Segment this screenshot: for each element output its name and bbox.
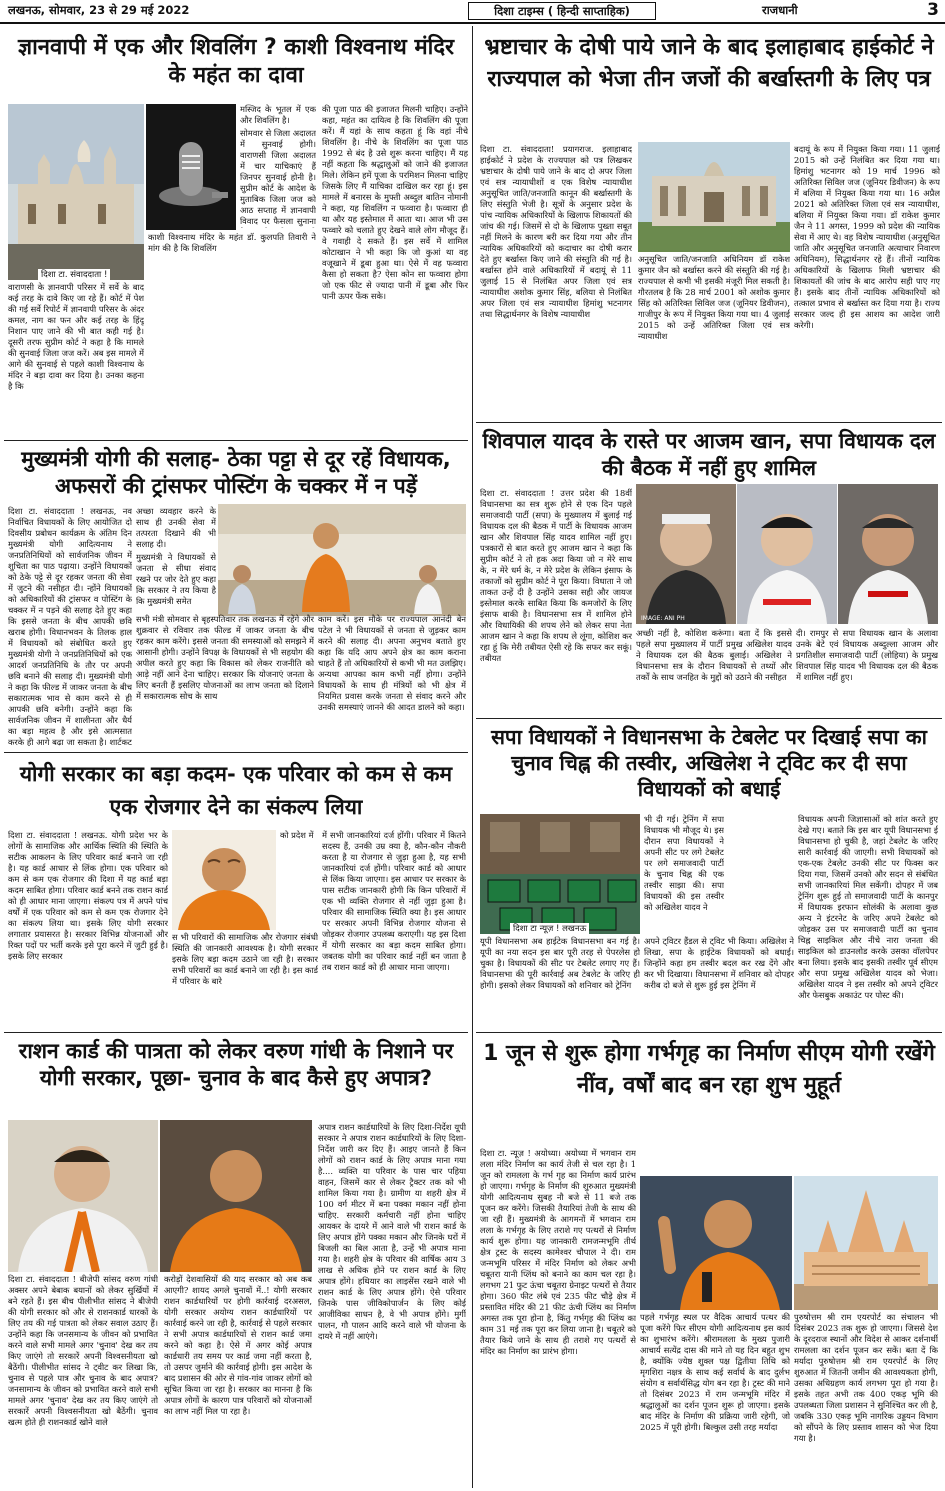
paragraph: मुख्यमंत्री ने विधायकों से जनता से सीधा संवाद रखने पर जोर देते हुए कहा कि सरकार ने तय किया है कि मुख्यमंत्री समेत <box>136 552 216 606</box>
column-text: में सभी जानकारियां दर्ज होंगी। परिवार में कितने सदस्य हैं, उनकी उम्र क्या है, कौन-कौन नौकरी करता है या रोजगार से जुड़ा हुआ है, यह सभी जानकारियां दर्ज होंगी। परिवार कार्ड को आधार से लिंक किया जाएगा। इस आधार पर सरकार के पास सटीक जानकारी होगी कि किन परिवारों में एक भी व्यक्ति रोजगार से नहीं जुड़ा हुआ है। परिवार की सामाजिक स्थिति क्या है। इस आधार पर सरकार अपनी विभिन्न रोजगार योजना से जोड़कर रोजगार उपलब्ध कराएगी। यह इस दिशा में योगी सरकार का बड़ा कदम साबित होगा। जबतक योगी का परिवार कार्ड नहीं बन जाता है तब राशन कार्ड को ही आधार माना जाएगा। <box>322 830 466 972</box>
article-body <box>322 830 466 1028</box>
column-text: पुरुषोत्तम श्री राम एयरपोर्ट का संचालन भी दिसंबर 2023 तक शुरू हो जाएगा। जिससे देश के दूरदराज स्थानों और विदेश से आकर दर्शनार्थी रामलला का दर्शन पूजन कर सकें। बता दें कि मर्यादा पुरुषोत्तम श्री राम एयरपोर्ट के लिए शुरुआत में जितनी जमीन की आवश्यकता होगी, उसका अधिग्रहण कार्य लगभग पूरा हो गया है। इसके तहत अभी तक 400 एकड़ भूमि की उपलब्धता जिला प्रशासन ने सुनिश्चित कर ली है, जबकि 330 एकड़ भूमि नागरिक उड्डयन विभाग को सौंपने के लिए प्रस्ताव शासन को भेज दिया गया है। <box>794 1312 938 1443</box>
column-text: अनुसूचित जाति/जनजाति अधिनियम डॉ राकेश कुमार जैन को बर्खास्त करने की संस्तुति की गई है। राज्यपाल से कभी भी इसकी मंजूरी मिल सकती है। गौरतलब है कि 28 मार्च 2001 को अशोक कुमार सिंह को अतिरिक्त सिविल जज (जूनियर डिवीजन), गाजीपुर के रूप में नियुक्त किया गया था। 4 जुलाई 2015 को उन्हें अतिरिक्त जिला एवं सत्र न्यायाधीश <box>638 254 790 341</box>
photo-caption: दिशा टा न्यूज़ ! लखनऊ <box>510 923 589 934</box>
paragraph: सोमवार से जिला अदालत में सुनवाई होगी। वाराणसी जिला अदालत में चार याचिकाएं हैं जिनपर सुनवाई होनी है। सुप्रीम कोर्ट के आदेश के मुताबिक जिला जज को आठ सप्ताह में ज्ञानवापी विवाद पर फैसला सुनाना <box>240 128 316 226</box>
article-body <box>164 1274 312 1486</box>
column-text: विधायक अपनी जिज्ञासाओं को शांत करते हुए देखे गए। बताते कि इस बार यूपी विधानसभा ई विधानसभा हो चुकी है, जहां टेबलेट के जरिए सारी कार्रवाई की जाएगी। सभी विधायकों को एक-एक टेबलेट उनकी सीट पर फिक्स कर दिया गया, जिसमें उनको और सदन से संबंधित सभी जानकारियां मिल सकेंगी। दोपहर में जब ट्रेनिंग शुरू हुई तो समाजवादी पार्टी के कानपुर में विधायक इरफान सोलंकी के अलावा कुछ अन्य ने इंटरनेट के जरिए अपने टेबलेट को जोड़कर उस पर समाजवादी पार्टी का चुनाव चिह्न साइकिल और नीचे नारा जनता की साइकिल को डाउनलोड करके उसका वॉलपेपर बना लिया। इसके बाद इसकी तस्वीर पूर्व सीएम और सपा प्रमुख अखिलेश यादव को भेजा। अखिलेश यादव ने इस तस्वीर को अपने ट्विटर और फेसबुक अकाउंट पर पोस्ट की। <box>798 814 938 1000</box>
paragraph: अच्छा व्यवहार करने के साथ ही उनकी सेवा में तत्परता दिखाने की भी सलाह दी। <box>136 506 216 549</box>
article-azam-khan <box>476 426 942 716</box>
headline: राशन कार्ड की पात्रता को लेकर वरुण गांधी के निशाने पर योगी सरकार, पूछा- चुनाव के बाद कैसे हुए अपात्र? <box>18 1039 454 1090</box>
article-family-card <box>4 756 468 1030</box>
headline: ज्ञानवापी में एक और शिवलिंग ? काशी विश्वनाथ मंदिर के महंत का दावा <box>17 35 455 89</box>
paragraph: मस्जिद के भूतल में एक और शिवलिंग है। <box>240 104 316 125</box>
column-text: अच्छी नहीं है, कोशिश करूंगा। बता दें कि इससे पहले सपा मुख्यालय में पार्टी प्रमुख अखिलेश यादव ने विधायक दल की बैठक बुलाई। अखिलेश ने विधानसभा सत्र के दौरान विधायकों से तथ्यों और तर्कों के साथ जनहित के मुद्दों को उठाने की नसीहत <box>636 628 792 682</box>
headline: शिवपाल यादव के रास्ते पर आजम खान, सपा विधायक दल की बैठक में नहीं हुए शामिल <box>482 429 936 480</box>
photo-yogi-adityanath <box>160 1120 312 1272</box>
column-text: दी। रामपुर से सपा विधायक खान के अलावा उनके बेटे एवं विधायक अब्दुल्ला आजम और प्रगतिशील समाजवादी पार्टी (लोहिया) के प्रमुख शिवपाल सिंह यादव भी विधायक दल की बैठक में शामिल नहीं हुए। <box>796 628 938 682</box>
photo-sp-leaders <box>636 484 938 624</box>
photo-yogi-portrait <box>172 830 276 930</box>
article-body <box>172 932 318 1028</box>
masthead-section: राजधानी <box>762 3 798 17</box>
article-body <box>8 1274 158 1486</box>
article-body <box>148 232 316 432</box>
article-body <box>8 506 132 746</box>
article-body <box>480 144 632 416</box>
article-body <box>322 104 468 434</box>
column-text: भी दी गई। ट्रेनिंग में सपा विधायक भी मौजूद थे। इस दौरान सपा विधायकों ने अपनी सीट पर लगे टेबलेट पर लगे समाजवादी पार्टी के चुनाव चिह्न की एक तस्वीर साझा की। सपा विधायकों की इस तस्वीर को अखिलेश यादव ने <box>644 814 724 912</box>
article-body <box>794 1312 938 1486</box>
column-text: बदायूं के रूप में नियुक्त किया गया। 11 जुलाई 2015 को उन्हें निलंबित कर दिया गया था। हिमांशु भटनागर को 19 मार्च 1996 को अतिरिक्त सिविल जज (जूनियर डिवीजन) के रूप में बलिया में नियुक्त किया गया था। 16 अप्रैल 2021 को अतिरिक्त जिला एवं सत्र न्यायाधीश, बलिया में नियुक्त किया गया। डॉ राकेश कुमार जैन ने 11 अगस्त, 1999 को प्रदेश की न्यायिक सेवा में आए थे। वह विशेष न्यायाधीश (अनुसूचित जाति और अनुसूचित जनजाति अत्याचार निवारण अधिनियम), सिद्धार्थनगर रहे हैं। तीनों न्यायिक अधिकारियों के खिलाफ मिली भ्रष्टाचार की शिकायतों की जांच के बाद आरोप सही पाए गए हैं। इसके बाद तीनों न्यायिक अधिकारियों को तत्काल प्रभाव से बर्खास्त कर दिया गया है। राज्य सरकार जल्द ही इस आशय का आदेश जारी करेगी। <box>794 144 940 330</box>
column-text <box>240 104 316 228</box>
column-text: दिशा टा. संवाददाता! प्रयागराज. इलाहाबाद हाईकोर्ट ने प्रदेश के राज्यपाल को पत्र लिखकर भ्रष्टाचार के दोषी पाये जाने के बाद दो अपर जिला एवं सत्र न्यायाधीशों व एक विशेष न्यायाधीश अनुसूचित जाति/जनजाति कानून की बर्खास्तगी के लिए संस्तुति भेजी है। सूत्रों के अनुसार प्रदेश के पांच न्यायिक अधिकारियों के खिलाफ शिकायतों की जांच की गई। जिसमें से दो के खिलाफ पुख्ता सबूत नहीं मिलने के कारण बरी कर दिया गया और तीन न्यायिक अधिकारियों को कदाचार का दोषी करार देते हुए बर्खास्त किए जाने की संस्तुति की गई है। बर्खास्त होने वाले अधिकारियों में बदायूं से 11 जुलाई 15 से निलंबित अपर जिला एवं सत्र न्यायाधीश अशोक कुमार सिंह, बलिया से निलंबित अपर जिला एवं सत्र न्यायाधीश हिमांशु भटनागर तथा सिद्धार्थनगर के विशेष न्यायाधीश <box>480 144 632 319</box>
article-body <box>8 282 144 432</box>
photo-caption: दिशा टा. संवाददाता ! <box>38 269 110 280</box>
article-body <box>480 936 640 1026</box>
divider <box>476 1032 942 1033</box>
column-text <box>148 232 316 432</box>
divider <box>476 422 942 423</box>
headline: मुख्यमंत्री योगी की सलाह- ठेका पट्टा से दूर रहें विधायक, अफसरों की ट्रांसफर पोस्टिंग के चक्कर में न पड़ें <box>21 447 451 498</box>
masthead <box>0 0 945 24</box>
article-body <box>644 936 794 1026</box>
column-text: दिशा टा. संवाददाता ! उत्तर प्रदेश की 18वीं विधानसभा का सत्र शुरू होने से एक दिन पहले समाजवादी पार्टी (सपा) के मुख्यालय में बुलाई गई विधायक दल की बैठक में पार्टी के विधायक आजम खान और शिवपाल सिंह यादव शामिल नहीं हुए। पत्रकारों से बात करते हुए आजम खान ने कहा कि सुप्रीम कोर्ट ने तो हक अदा किया जो न मेरे साथ के, न मेरे धर्म के, न मेरे प्रदेश के लेकिन इंसाफ के तकाजों को सुप्रीम कोर्ट ने पूरा किया। विधाता ने जो ताकत उन्हें दी है उन्होंने उसका सही और जायज इस्तेमाल करके साबित किया कि कमजोरों के लिए इंसाफ बाकी है। विधानसभा सत्र में शामिल होने और विधायिकी की शपथ लेने को लेकर सपा नेता आजम खान ने कहा कि शपथ ले लूंगा, कोशिश कर रहा हूं कि मेरी तबीयत ऐसी रहे कि सफर कर सकूं। तबीयत <box>480 488 632 663</box>
divider <box>4 1032 468 1033</box>
column-text <box>136 506 216 606</box>
article-body <box>480 488 632 712</box>
column-text: अपात्र राशन कार्डधारियों के लिए दिशा-निर्देश यूपी सरकार ने अपात्र राशन कार्डधारियों के लिए दिशा-निर्देश जारी कर दिए हैं। आइए जानते हैं किन लोगों को राशन कार्ड के लिए अपात्र माना गया है.... व्यक्ति या परिवार के पास चार पहिया वाहन, जिसमें कार से लेकर ट्रैक्टर तक को भी शामिल किया गया है। ग्रामीण या शहरी क्षेत्र में 100 वर्ग मीटर में बना पक्का मकान नहीं होना चाहिए. सरकारी कर्मचारी नहीं होना चाहिए आयकर के दायरे में आने वाले भी राशन कार्ड के लिए अपात्र होंगे पक्का मकान और जिनके घरों में बिजली का बिल आता है, उन्हें भी अपात्र माना गया है। शहरी क्षेत्र के परिवार की वार्षिक आय 3 लाख से अधिक होने पर राशन कार्ड के लिए अपात्र होंगे। हथियार का लाइसेंस रखने वाले भी राशन कार्ड के लिए अपात्र होंगे। ऐसे परिवार जिनके पास जीविकोपार्जन के लिए कोई आजीविका साधन है, वे भी अपात्र होंगे। मुर्गी पालन, गौ पालन आदि करने वाले भी योजना के दायरे में नहीं आएंगे। <box>318 1122 466 1341</box>
column-text: को प्रदेश में <box>280 830 314 840</box>
article-body <box>644 814 724 934</box>
article-body <box>480 1148 636 1486</box>
photo-yogi-addressing <box>218 504 466 616</box>
article-yogi-advice <box>4 444 468 750</box>
divider <box>4 752 468 753</box>
column-text: दिशा टा. संवाददाता ! लखनऊ. योगी प्रदेश भर के लोगों के सामाजिक और आर्थिक स्थिति की स्थिति के सटीक आकलन के लिए परिवार कार्ड बनाने जा रही है। यह कार्ड आधार से लिंक होगा। एक परिवार को कम से कम एक रोजगार की दिशा में यह कार्ड बड़ा कदम साबित होगा। परिवार कार्ड बनने तक राशन कार्ड को ही आधार माना जाएगा। संकल्प पत्र में अपने पांच वर्षों में एक परिवार को कम से कम एक रोजगार देने का संकल्प लिया था। इसके लिए योगी सरकार लगातार प्रयासरत है। सरकार विभिन्न योजनाओं और रिक्त पदों पर भर्ती करके इसे पूरा करने में जुटी हुई है। इसके लिए सरकार <box>8 830 168 961</box>
column-text: यूपी विधानसभा अब हाईटेक विधानसभा बन गई है। यूपी का नया सदन इस बार पूरी तरह से पेपरलेस हो चुका है। विधायकों की सीट पर टेबलेट लगाए गए हैं। विधानसभा की पूरी कार्रवाई अब टेबलेट के जरिए ही होगी। इसको लेकर विधायकों को शनिवार को ट्रेनिंग <box>480 936 640 990</box>
paragraph: काशी विश्वनाथ मंदिर के महंत डॉ. कुलपति तिवारी ने मांग की है कि शिवलिंग <box>148 232 316 253</box>
photo-credit: IMAGE: ANI PH <box>641 615 685 622</box>
photo-ram-temple-model <box>794 1176 938 1310</box>
article-highcourt <box>476 28 942 420</box>
masthead-paper-name: दिशा टाइम्स ( हिन्दी साप्ताहिक) <box>468 2 656 20</box>
article-ram-temple <box>476 1036 942 1488</box>
article-body <box>318 614 466 746</box>
headline: 1 जून से शुरू होगा गर्भगृह का निर्माण सीएम योगी रखेंगे नींव, वर्षों बाद बन रहा शुभ मुहूर्त <box>483 1041 935 1098</box>
article-body <box>638 254 790 416</box>
column-text: दिशा टा. संवाददाता ! लखनऊ, नव निर्वाचित विधायकों के लिए आयोजित दो दिवसीय प्रबोधन कार्यक्रम के अंतिम दिन मुख्यमंत्री योगी आदित्यनाथ ने जनप्रतिनिधियों को सार्वजनिक जीवन में शुचिता का पाठ पढ़ाया। उन्होंने विधायकों को ठेके पट्टे से दूर रहकर जनता की सेवा में जुटने की नसीहत दी। न्होंने विधायकों को अधिकारियों की ट्रांसफर व पोस्टिंग के चक्कर में न पड़ने की सलाह देते हुए कहा कि इससे जनता के बीच आपकी छवि खराब होगी। विधानभवन के तिलक हाल में विधायकों को संबोधित करते हुए मुख्यमंत्री योगी ने जनप्रतिनिधियों को एक आदर्श जनप्रतिनिधि के तौर पर अपनी छवि बनाने की सलाह दी। मुख्यमंत्री योगी ने कहा कि फील्ड में जाकर जनता के बीच सकारात्मक भाव से काम करने से ही आपकी छवि बनेगी। उन्होंने कहा कि सार्वजनिक जीवन में शालीनता और धैर्य का बड़ा महत्व है और इसे आत्मसात करके ही आगे बढ़ा जा सकता है। शार्टकट <box>8 506 132 746</box>
column-text: स भी परिवारों की सामाजिक और रोजगार संबंधी स्थिति की जानकारी आवश्यक है। योगी सरकार इसके लिए बड़ा कदम उठाने जा रही है। सरकार सभी परिवारों का कार्ड बनाने जा रही है। इस कार्ड में परिवार के बारे <box>172 932 318 986</box>
article-body <box>8 830 168 1028</box>
divider <box>476 718 942 719</box>
headline: भ्रष्टाचार के दोषी पाये जाने के बाद इलाहाबाद हाईकोर्ट ने राज्यपाल को भेजा तीन जजों की बर्खास्तगी के लिए पत्र <box>484 35 934 92</box>
article-body <box>798 814 938 1026</box>
photo-shivling <box>146 104 236 230</box>
column-text: की पूजा पाठ की इजाजत मिलनी चाहिए। उन्होंने कहा, महंत का दायित्व है कि शिवलिंग की पूजा करें। मैं यहां के साथ कहता हूं कि वहां नीचे शिवलिंग है। नीचे के शिवलिंग का पूजा पाठ 1992 से बंद है उसे शुरू करना चाहिए। मैं यह नहीं कहता कि श्रद्धालुओं को जाने की इजाजत मिले। लेकिन हमें पूजा के परमिशन मिलना चाहिए जिसके लिए मैं याचिका दाखिल कर रहा हूं। इस मामले में बनारस के मुफ्ती अब्दुल बातिन नोमानी ने कहा, यह शिवलिंग न फव्वारा है। फव्वारा ही था और यह इस्तेमाल में आता था। आज भी उस फव्वारे को चलाते हुए देखने वाले लोग मौजूद हैं। वे गवाही दे सकते हैं। इस सर्वे में शामिल कोटाखान ने भी कहा कि जो कुआं था वह वजूखाने में डूबा हुआ था। ऐसे में वह फव्वारा कैसा हो सकता है? ऐसा कोन सा फव्वारा होगा जो एक फीट से ज्यादा पानी में डूबा और फिर पानी ऊपर फेंक सके। <box>322 104 468 301</box>
article-body <box>318 1122 466 1486</box>
article-body <box>280 830 316 860</box>
masthead-dateline: लखनऊ, सोमवार, 23 से 29 मई 2022 <box>8 3 190 17</box>
headline: सपा विधायकों ने विधानसभा के टेबलेट पर दिखाई सपा का चुनाव चिह्न की तस्वीर, अखिलेश ने ट्विट कर दी सपा विधायकों को बधाई <box>491 725 927 802</box>
headline: योगी सरकार का बड़ा कदम- एक परिवार को कम से कम एक रोजगार देने का संकल्प लिया <box>19 762 453 819</box>
article-body <box>794 144 940 416</box>
article-sp-tablets <box>476 722 942 1030</box>
article-gyanvapi <box>4 28 468 438</box>
article-ration-card <box>4 1036 468 1488</box>
article-body <box>240 104 316 228</box>
column-text: दिशा टा. न्यूज़ ! अयोध्या। अयोध्या में भगवान राम लला मंदिर निर्माण का कार्य तेजी से चल रहा है। 1 जून को रामलला के गर्भ गृह का निर्माण कार्य प्रारंभ हो जाएगा। गर्भगृह के निर्माण की शुरुआत मुख्यमंत्री योगी आदित्यनाथ सुबह नौ बजे से 11 बजे तक पूजन कर करेंगे। जिसकी तैयारियां तेजी के साथ की जा रही हैं। मुख्यमंत्री के आगमनों में भगवान राम लला के गर्भगृह के लिए तराशे गए पत्थरों से निर्माण कार्य शुरू होगा। यह जानकारी रामजन्मभूमि तीर्थ क्षेत्र ट्रस्ट के सदस्य कामेश्वर चौपाल ने दी। राम जन्मभूमि परिसर में मंदिर निर्माण को लेकर अभी चबूतरा यानी प्लिंथ को बनाने का काम चल रहा है। लगभग 21 फुट ऊंचा चबूतरा ग्रेनाइट पत्थरों से तैयार होगा। 360 फीट लंबे एवं 235 फीट चौड़े क्षेत्र में प्रस्तावित मंदिर की 21 फीट ऊंची प्लिंथ का निर्माण अगस्त तक पूरा होना है, किंतु गर्भगृह की प्लिंथ का काम 31 मई तक पूरा कर लिया जाना है। चबूतरे को तैयार किये जाने के साथ ही तराशे गए पत्थरों से मंदिर का निर्माण का प्रारंभ होगा। <box>480 1148 636 1356</box>
article-body <box>136 506 216 606</box>
masthead-page-number: 3 <box>927 0 939 20</box>
column-text: सभी मंत्री सोमवार से बृहस्पतिवार तक लखनऊ में रहेंगे और शुक्रवार से रविवार तक फील्ड में जाकर जनता के बीच रहकर काम करेंगे। इससे जनता की समस्याओं को समझने में आसानी होगी। उन्होंने विपक्ष के विधायकों से भी सहयोग की अपील करते हुए कहा कि विकास को लेकर राजनीति को आड़े नहीं आने देना चाहिए। सरकार कि योजनाएं जनता के लिए बनती हैं इसलिए योजनाओं का लाभ जनता को दिलाने में सकारात्मक सोच के साथ <box>136 614 314 701</box>
column-text: काम करें। इस मौके पर राज्यपाल आनंदी बेन पटेल ने भी विधायकों से जनता से जुड़कर काम करने की सलाह दी। अपना अनुभव बताते हुए कहा कि यदि आप अपने क्षेत्र का काम कराना चाहते हैं तो अधिकारियों से कभी भी मत उलझिए। अन्यथा आपका काम कभी नहीं होगा। उन्होंने विधायकों के साथ ही मंत्रियों को भी क्षेत्र में नियमित प्रवास करके जनता से संवाद करने और उनकी समस्याएं जानने की आदत डालने को कहा। <box>318 614 466 712</box>
column-text: अपने ट्विटर हैंडल से ट्विट भी किया। अखिलेश ने लिखा, सपा के हाईटेक विधायकों को बधाई। जिन्होंने कहा हम तस्वीर बदल कर रख देंगे और कर भी दिखाया। विधानसभा में शनिवार को दोपहर करीब दो बजे से शुरू हुई इस ट्रेनिंग में <box>644 936 794 990</box>
column-text: दिशा टा. संवाददाता ! बीजेपी सांसद वरुण गांधी अक्सर अपने बेबाक बयानों को लेकर सुर्खियों में बने रहते हैं। इस बीच पीलीभीत सांसद ने बीजेपी की योगी सरकार को और से राशनकार्ड धारकों के लिए तय की गई पात्रता को लेकर सवाल उठाए हैं। उन्होंने कहा कि जनसमान्य के जीवन को प्रभावित करने वाले सभी मामले अगर 'चुनाव' देख कर तय किए जाएंगे तो सरकारें अपनी विश्वसनीयता खो बैठेंगी। पीलीभीत सांसद ने ट्वीट कर लिखा कि, चुनाव से पहले पात्र और चुनाव के बाद अपात्र? जनसामान्य के जीवन को प्रभावित करने वाले सभी मामले अगर 'चुनाव' देख कर तय किए जाएंगे तो सरकारें अपनी विश्वसनीयता खो बैठेंगी। चुनाव खत्म होते ही राशनकार्ड खोने वाले <box>8 1274 158 1427</box>
article-body <box>796 628 938 712</box>
article-body <box>136 614 314 746</box>
photo-yogi-speaking <box>640 1176 792 1310</box>
column-divider <box>472 26 473 1488</box>
column-text: करोड़ों देशवासियों की याद सरकार को अब कब आएगी? शायद अगले चुनावों में..! योगी सरकार राशन कार्डधारियों पर होगी कार्रवाई दरअसल, योगी सरकार अयोग्य राशन कार्डधारियों पर कार्रवाई करने जा रही है, कार्रवाई से पहले सरकार ने सभी अपात्र कार्डधारियों से राशन कार्ड जमा करने को कहा है। ऐसे में अगर कोई अपात्र कार्डधारी तय समय पर कार्ड जमा नहीं करता है, तो उसपर जुर्माने की कार्रवाई होगी। इस आदेश के बाद प्रशासन की ओर से गांव-गांव जाकर लोगों को सूचित किया जा रहा है। सरकार का मानना है कि अपात्र लोगों के कारण पात्र परिवारों को योजनाओं का लाभ नहीं मिल पा रहा है। <box>164 1274 312 1416</box>
photo-varun-gandhi <box>8 1120 158 1272</box>
article-body <box>636 628 792 712</box>
photo-gyanvapi-mosque <box>8 104 144 280</box>
photo-high-court <box>638 142 790 252</box>
column-text: पहले गर्भगृह स्थल पर वैदिक आचार्य पत्थर की पूजा करेंगे फिर सीएम योगी आदित्यनाथ इस कार्य का शुभारंभ करेंगे। श्रीरामलला के मुख्य पुजारी आचार्य सत्येंद्र दास की माने तो यह दिन बहुत शुभ है, क्योंकि ज्येष्ठ शुक्ल पक्ष द्वितीया तिथि को मृगशिरा नक्षत्र के साथ कई सर्वार्थ के बाद दुर्लभ संयोग व सर्वार्थसिद्ध योग बन रहा है। ट्रस्ट की माने तो दिसंबर 2023 में राम जन्मभूमि मंदिर में श्रद्धालुओं का दर्शन पूजन शुरू हो जाएगा। इसके बाद मंदिर के निर्माण की प्रक्रिया जारी रहेगी, जो 2025 में पूरी होगी। बिल्कुल उसी तरह मर्यादा <box>640 1312 790 1432</box>
divider <box>4 440 468 441</box>
article-body <box>640 1312 790 1486</box>
photo-assembly-tablets <box>480 814 640 934</box>
column-text: वाराणसी के ज्ञानवापी परिसर में सर्वे के बाद कई तरह के दावे किए जा रहे हैं। कोर्ट में पेश की गई सर्वे रिपोर्ट में ज्ञानवापी परिसर के अंदर कमल, नाग का फन और कई तरह के हिंदू निशान पाए जाने की भी बात कही गई है। दूसरी तरफ सुप्रीम कोर्ट ने कहा है कि मामले की सुनवाई जिला जज करें। अब इस मामले में आगे की सुनवाई से पहले काशी विश्वनाथ के मंदिर ने बड़ा दावा कर दिया है। उनका कहना है कि <box>8 282 144 391</box>
